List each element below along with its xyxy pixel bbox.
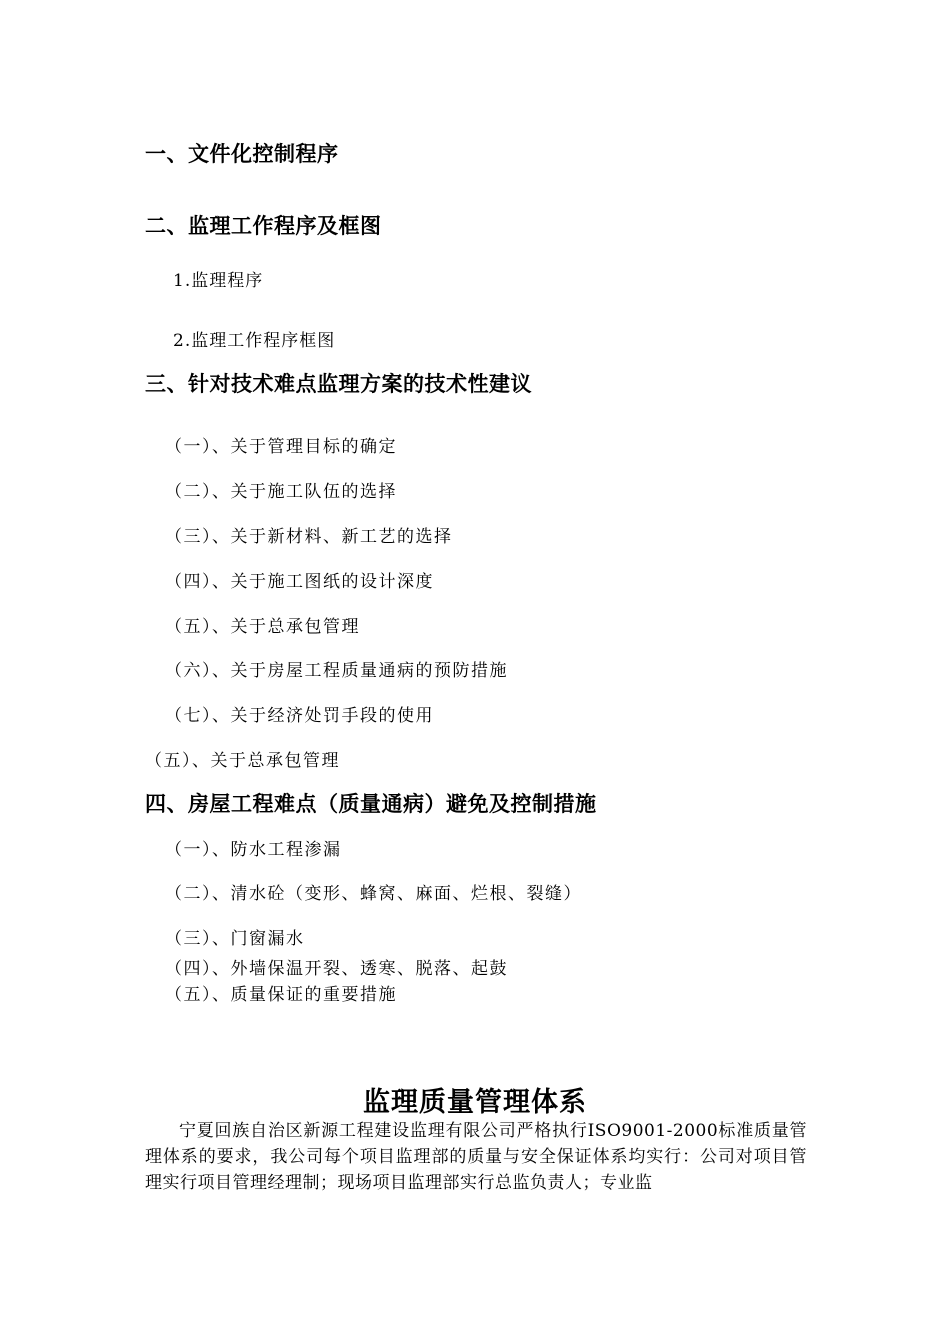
list-item: （三）、关于新材料、新工艺的选择 <box>165 527 453 547</box>
page-title: 监理质量管理体系 <box>363 1087 587 1118</box>
list-item: （一）、关于管理目标的确定 <box>165 437 397 457</box>
heading-section-2: 二、监理工作程序及框图 <box>145 214 382 238</box>
list-item: （三）、门窗漏水 <box>165 929 305 949</box>
list-item: 1.监理程序 <box>173 271 264 291</box>
list-item: （四）、外墙保温开裂、透寒、脱落、起鼓 <box>165 959 508 979</box>
list-item: （五）、关于总承包管理 <box>165 617 360 637</box>
list-item: （二）、清水砼（变形、蜂窝、麻面、烂根、裂缝） <box>165 884 582 904</box>
heading-section-3: 三、针对技术难点监理方案的技术性建议 <box>145 372 532 396</box>
heading-section-4: 四、房屋工程难点（质量通病）避免及控制措施 <box>145 792 597 816</box>
list-item: 2.监理工作程序框图 <box>173 331 336 351</box>
list-item: （六）、关于房屋工程质量通病的预防措施 <box>165 661 508 681</box>
list-item: （二）、关于施工队伍的选择 <box>165 482 397 502</box>
body-paragraph: 宁夏回族自治区新源工程建设监理有限公司严格执行ISO9001-2000标准质量管理体系的要求，我公司每个项目监理部的质量与安全保证体系均实行：公司对项目管理实行项目管理经理制；现场项目监理部实行总监负责人；专业监 <box>145 1121 807 1193</box>
list-item: （七）、关于经济处罚手段的使用 <box>165 706 434 726</box>
list-item: （五）、关于总承包管理 <box>145 751 340 771</box>
list-item: （五）、质量保证的重要措施 <box>165 985 397 1005</box>
heading-section-1: 一、文件化控制程序 <box>145 142 339 166</box>
list-item: （四）、关于施工图纸的设计深度 <box>165 572 434 592</box>
list-item: （一）、防水工程渗漏 <box>165 840 342 860</box>
